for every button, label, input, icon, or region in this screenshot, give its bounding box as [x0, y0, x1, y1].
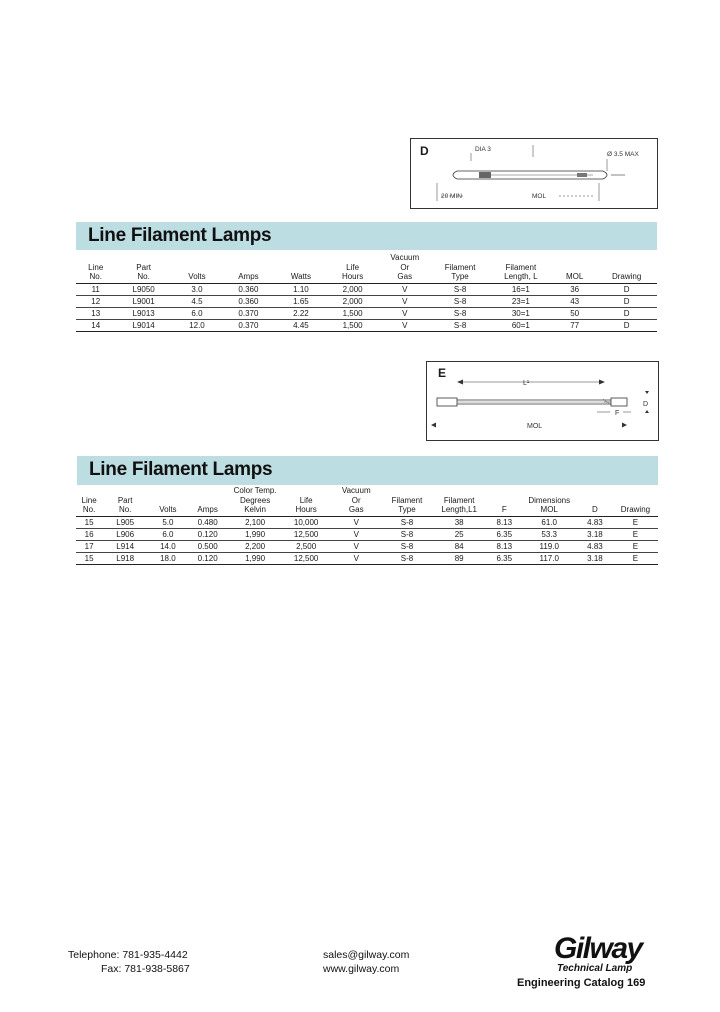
- header-line3: Volts: [188, 272, 206, 281]
- table-cell: 6.0: [148, 528, 187, 540]
- table-cell: 12.0: [172, 319, 222, 331]
- table-cell: 8.13: [487, 516, 521, 528]
- table-cell: 5.0: [148, 516, 187, 528]
- table-row: [76, 319, 657, 331]
- table-cell: 0.480: [188, 516, 228, 528]
- table2-header: [431, 486, 487, 516]
- table-cell: 89: [431, 552, 487, 564]
- table-cell: 8.13: [487, 540, 521, 552]
- table-cell: V: [330, 552, 383, 564]
- email-link[interactable]: sales@gilway.com: [323, 949, 410, 961]
- table1-header: [115, 253, 171, 283]
- drawing-d-lamp: [411, 139, 657, 208]
- table1-title: Line Filament Lamps: [88, 225, 272, 246]
- table-cell: S-8: [431, 307, 488, 319]
- table-cell: 2,000: [327, 295, 378, 307]
- table-cell: 2,500: [283, 540, 330, 552]
- drawing-e-l-label: L¹: [523, 380, 530, 387]
- table-cell: S-8: [383, 552, 432, 564]
- header-line3: No.: [82, 505, 96, 514]
- table-cell: 53.3: [521, 528, 577, 540]
- table-cell: 4.83: [577, 540, 613, 552]
- table-cell: 12,500: [283, 528, 330, 540]
- header-line3: Volts: [159, 505, 177, 514]
- table-cell: 36: [553, 283, 596, 295]
- table-cell: E: [613, 516, 658, 528]
- header-line3: Hours: [295, 505, 317, 514]
- drawing-d-dia-label: DIA 3: [475, 146, 491, 153]
- drawing-d: [410, 138, 658, 209]
- drawing-d-min-label: 20 MIN: [441, 193, 462, 200]
- table-cell: D: [596, 319, 657, 331]
- table-cell: V: [378, 295, 431, 307]
- table-cell: E: [613, 552, 658, 564]
- table-cell: 4.83: [577, 516, 613, 528]
- table-cell: 0.120: [188, 552, 228, 564]
- table1-header: [327, 253, 378, 283]
- table-cell: L9014: [115, 319, 171, 331]
- table-cell: 1.10: [275, 283, 328, 295]
- header-line3: Watts: [290, 272, 312, 281]
- header-line2: Part: [136, 262, 151, 272]
- table-cell: 16: [76, 528, 102, 540]
- header-line3: MOL: [565, 272, 584, 281]
- gilway-logo-subtitle: Technical Lamp: [557, 963, 633, 974]
- header-line3: Length,L1: [441, 505, 477, 514]
- table-cell: 1,990: [228, 528, 283, 540]
- table-cell: 43: [553, 295, 596, 307]
- header-line2: Filament: [444, 262, 476, 272]
- table-cell: 0.120: [188, 528, 228, 540]
- table2-header: [188, 486, 228, 516]
- header-line3: Gas: [348, 505, 364, 514]
- drawing-e-mol-label: MOL: [527, 423, 543, 430]
- fax-number: 781-938-5867: [124, 963, 190, 975]
- table-cell: 3.0: [172, 283, 222, 295]
- table-cell: L9050: [115, 283, 171, 295]
- header-line3: Amps: [238, 272, 259, 281]
- header-line2: Part: [117, 495, 133, 505]
- table-cell: E: [613, 528, 658, 540]
- table-cell: 119.0: [521, 540, 577, 552]
- header-line3: Drawing: [611, 272, 642, 281]
- fax-label: Fax:: [101, 963, 122, 975]
- table-cell: S-8: [431, 319, 488, 331]
- table-cell: S-8: [383, 540, 432, 552]
- table-cell: 10,000: [283, 516, 330, 528]
- table-cell: 15: [76, 552, 102, 564]
- table2-title: Line Filament Lamps: [89, 459, 273, 480]
- drawing-e-letter: E: [438, 366, 447, 380]
- table1-header: [553, 253, 596, 283]
- table-cell: 0.500: [188, 540, 228, 552]
- table-cell: 0.370: [222, 319, 275, 331]
- table2: [76, 486, 658, 565]
- table-cell: 77: [553, 319, 596, 331]
- header-line1: Vacuum: [341, 486, 371, 495]
- table1-header: [222, 253, 275, 283]
- table-cell: 4.45: [275, 319, 328, 331]
- table-cell: V: [378, 307, 431, 319]
- table-row: [76, 552, 658, 564]
- table-cell: V: [330, 540, 383, 552]
- table1-header: [489, 253, 553, 283]
- header-line3: Type: [451, 272, 469, 281]
- table-cell: 13: [76, 307, 115, 319]
- drawing-e-lamp: [427, 362, 658, 440]
- header-line1: Vacuum: [390, 253, 420, 262]
- header-line2: Line: [81, 495, 97, 505]
- table1-header: [172, 253, 222, 283]
- table-cell: 11: [76, 283, 115, 295]
- table-cell: S-8: [431, 295, 488, 307]
- drawing-e: [426, 361, 659, 441]
- table-cell: 3.18: [577, 528, 613, 540]
- header-line3: Drawing: [620, 505, 651, 514]
- footer-phone-block: [68, 949, 190, 977]
- header-line2: Life: [299, 495, 313, 505]
- table-cell: L905: [102, 516, 148, 528]
- table-row: [76, 295, 657, 307]
- telephone-number: 781-935-4442: [122, 949, 188, 961]
- table-cell: 2,200: [228, 540, 283, 552]
- table1-header: [76, 253, 115, 283]
- table-cell: L918: [102, 552, 148, 564]
- table-cell: 1.65: [275, 295, 328, 307]
- table1-header: [275, 253, 328, 283]
- header-line3: Hours: [341, 272, 364, 281]
- table-cell: 84: [431, 540, 487, 552]
- table-cell: 25: [431, 528, 487, 540]
- table2-header-row: [76, 486, 658, 516]
- header-line2: Dimensions: [528, 495, 571, 505]
- table-cell: 0.360: [222, 295, 275, 307]
- table-cell: 14: [76, 319, 115, 331]
- header-line1: Color Temp.: [233, 486, 277, 495]
- table2-header: [383, 486, 432, 516]
- header-line3: Gas: [397, 272, 413, 281]
- table-cell: 117.0: [521, 552, 577, 564]
- table2-header: [102, 486, 148, 516]
- table-cell: D: [596, 295, 657, 307]
- header-line2: Or: [351, 495, 361, 505]
- header-line2: Degrees: [239, 495, 271, 505]
- drawing-e-d-label: D: [643, 401, 649, 408]
- drawing-d-max-label: Ø 3.5 MAX: [607, 151, 639, 158]
- table-cell: 12: [76, 295, 115, 307]
- table-cell: L914: [102, 540, 148, 552]
- table-cell: 6.0: [172, 307, 222, 319]
- table-row: [76, 307, 657, 319]
- footer-fax-row: [68, 963, 190, 977]
- table-row: [76, 283, 657, 295]
- table-cell: 3.18: [577, 552, 613, 564]
- header-line2: Life: [346, 262, 360, 272]
- table-cell: 2,000: [327, 283, 378, 295]
- table-cell: V: [378, 283, 431, 295]
- table-cell: 18.0: [148, 552, 187, 564]
- footer-telephone-row: [68, 949, 190, 963]
- table-cell: 50: [553, 307, 596, 319]
- header-line3: Length, L: [504, 272, 538, 281]
- table-cell: 16=1: [489, 283, 553, 295]
- table-cell: 6.35: [487, 528, 521, 540]
- table-cell: 61.0: [521, 516, 577, 528]
- gilway-logo: Gilway: [554, 932, 642, 965]
- table-cell: 15: [76, 516, 102, 528]
- table-cell: 6.35: [487, 552, 521, 564]
- table1-banner: [76, 222, 657, 250]
- header-line3: No.: [118, 505, 132, 514]
- table2-header: [487, 486, 521, 516]
- header-line2: Filament: [505, 262, 537, 272]
- table2-header: [148, 486, 187, 516]
- table-cell: 60=1: [489, 319, 553, 331]
- header-line3: MOL: [540, 505, 558, 514]
- table-cell: D: [596, 283, 657, 295]
- table-cell: 4.5: [172, 295, 222, 307]
- header-line2: Or: [400, 262, 410, 272]
- table-cell: E: [613, 540, 658, 552]
- table2-header: [283, 486, 330, 516]
- table-row: [76, 516, 658, 528]
- table-cell: V: [330, 516, 383, 528]
- website-link[interactable]: www.gilway.com: [323, 963, 400, 975]
- table-cell: 30=1: [489, 307, 553, 319]
- table-cell: 1,500: [327, 319, 378, 331]
- header-line3: Kelvin: [244, 505, 266, 514]
- table-cell: 1,990: [228, 552, 283, 564]
- table1-header: [431, 253, 488, 283]
- table1-header: [378, 253, 431, 283]
- table-row: [76, 528, 658, 540]
- telephone-label: Telephone:: [68, 949, 120, 961]
- table-cell: 0.370: [222, 307, 275, 319]
- table-cell: S-8: [383, 528, 432, 540]
- table-cell: 23=1: [489, 295, 553, 307]
- table-cell: D: [596, 307, 657, 319]
- table-cell: S-8: [383, 516, 432, 528]
- table2-header: [577, 486, 613, 516]
- table-cell: V: [378, 319, 431, 331]
- header-line3: No.: [89, 272, 102, 281]
- drawing-e-f-label: F: [615, 410, 620, 417]
- header-line2: Filament: [443, 495, 475, 505]
- table-row: [76, 540, 658, 552]
- header-line3: Amps: [197, 505, 218, 514]
- table-cell: 0.360: [222, 283, 275, 295]
- table1-header-row: [76, 253, 657, 283]
- header-line3: D: [592, 505, 598, 514]
- table-cell: 17: [76, 540, 102, 552]
- table-cell: S-8: [431, 283, 488, 295]
- table-cell: 12,500: [283, 552, 330, 564]
- table-cell: 2,100: [228, 516, 283, 528]
- header-line3: F: [501, 505, 507, 514]
- drawing-d-mol-label: MOL: [532, 193, 547, 200]
- table-cell: 14.0: [148, 540, 187, 552]
- table-cell: 2.22: [275, 307, 328, 319]
- table-cell: V: [330, 528, 383, 540]
- table2-header: [613, 486, 658, 516]
- table1: [76, 253, 657, 332]
- table2-banner: [77, 456, 658, 485]
- table2-header: [228, 486, 283, 516]
- header-line2: Filament: [391, 495, 423, 505]
- drawing-d-letter: D: [420, 144, 429, 158]
- table-cell: 1,500: [327, 307, 378, 319]
- header-line3: Type: [398, 505, 416, 514]
- table2-header: [330, 486, 383, 516]
- catalog-label: Engineering Catalog 169: [517, 977, 646, 989]
- table-cell: L906: [102, 528, 148, 540]
- table2-header: [521, 486, 577, 516]
- header-line3: No.: [137, 272, 150, 281]
- header-line2: Line: [88, 262, 104, 272]
- table-cell: 38: [431, 516, 487, 528]
- footer-web-block: [323, 949, 409, 977]
- table1-header: [596, 253, 657, 283]
- table-cell: L9013: [115, 307, 171, 319]
- table2-header: [76, 486, 102, 516]
- table-cell: L9001: [115, 295, 171, 307]
